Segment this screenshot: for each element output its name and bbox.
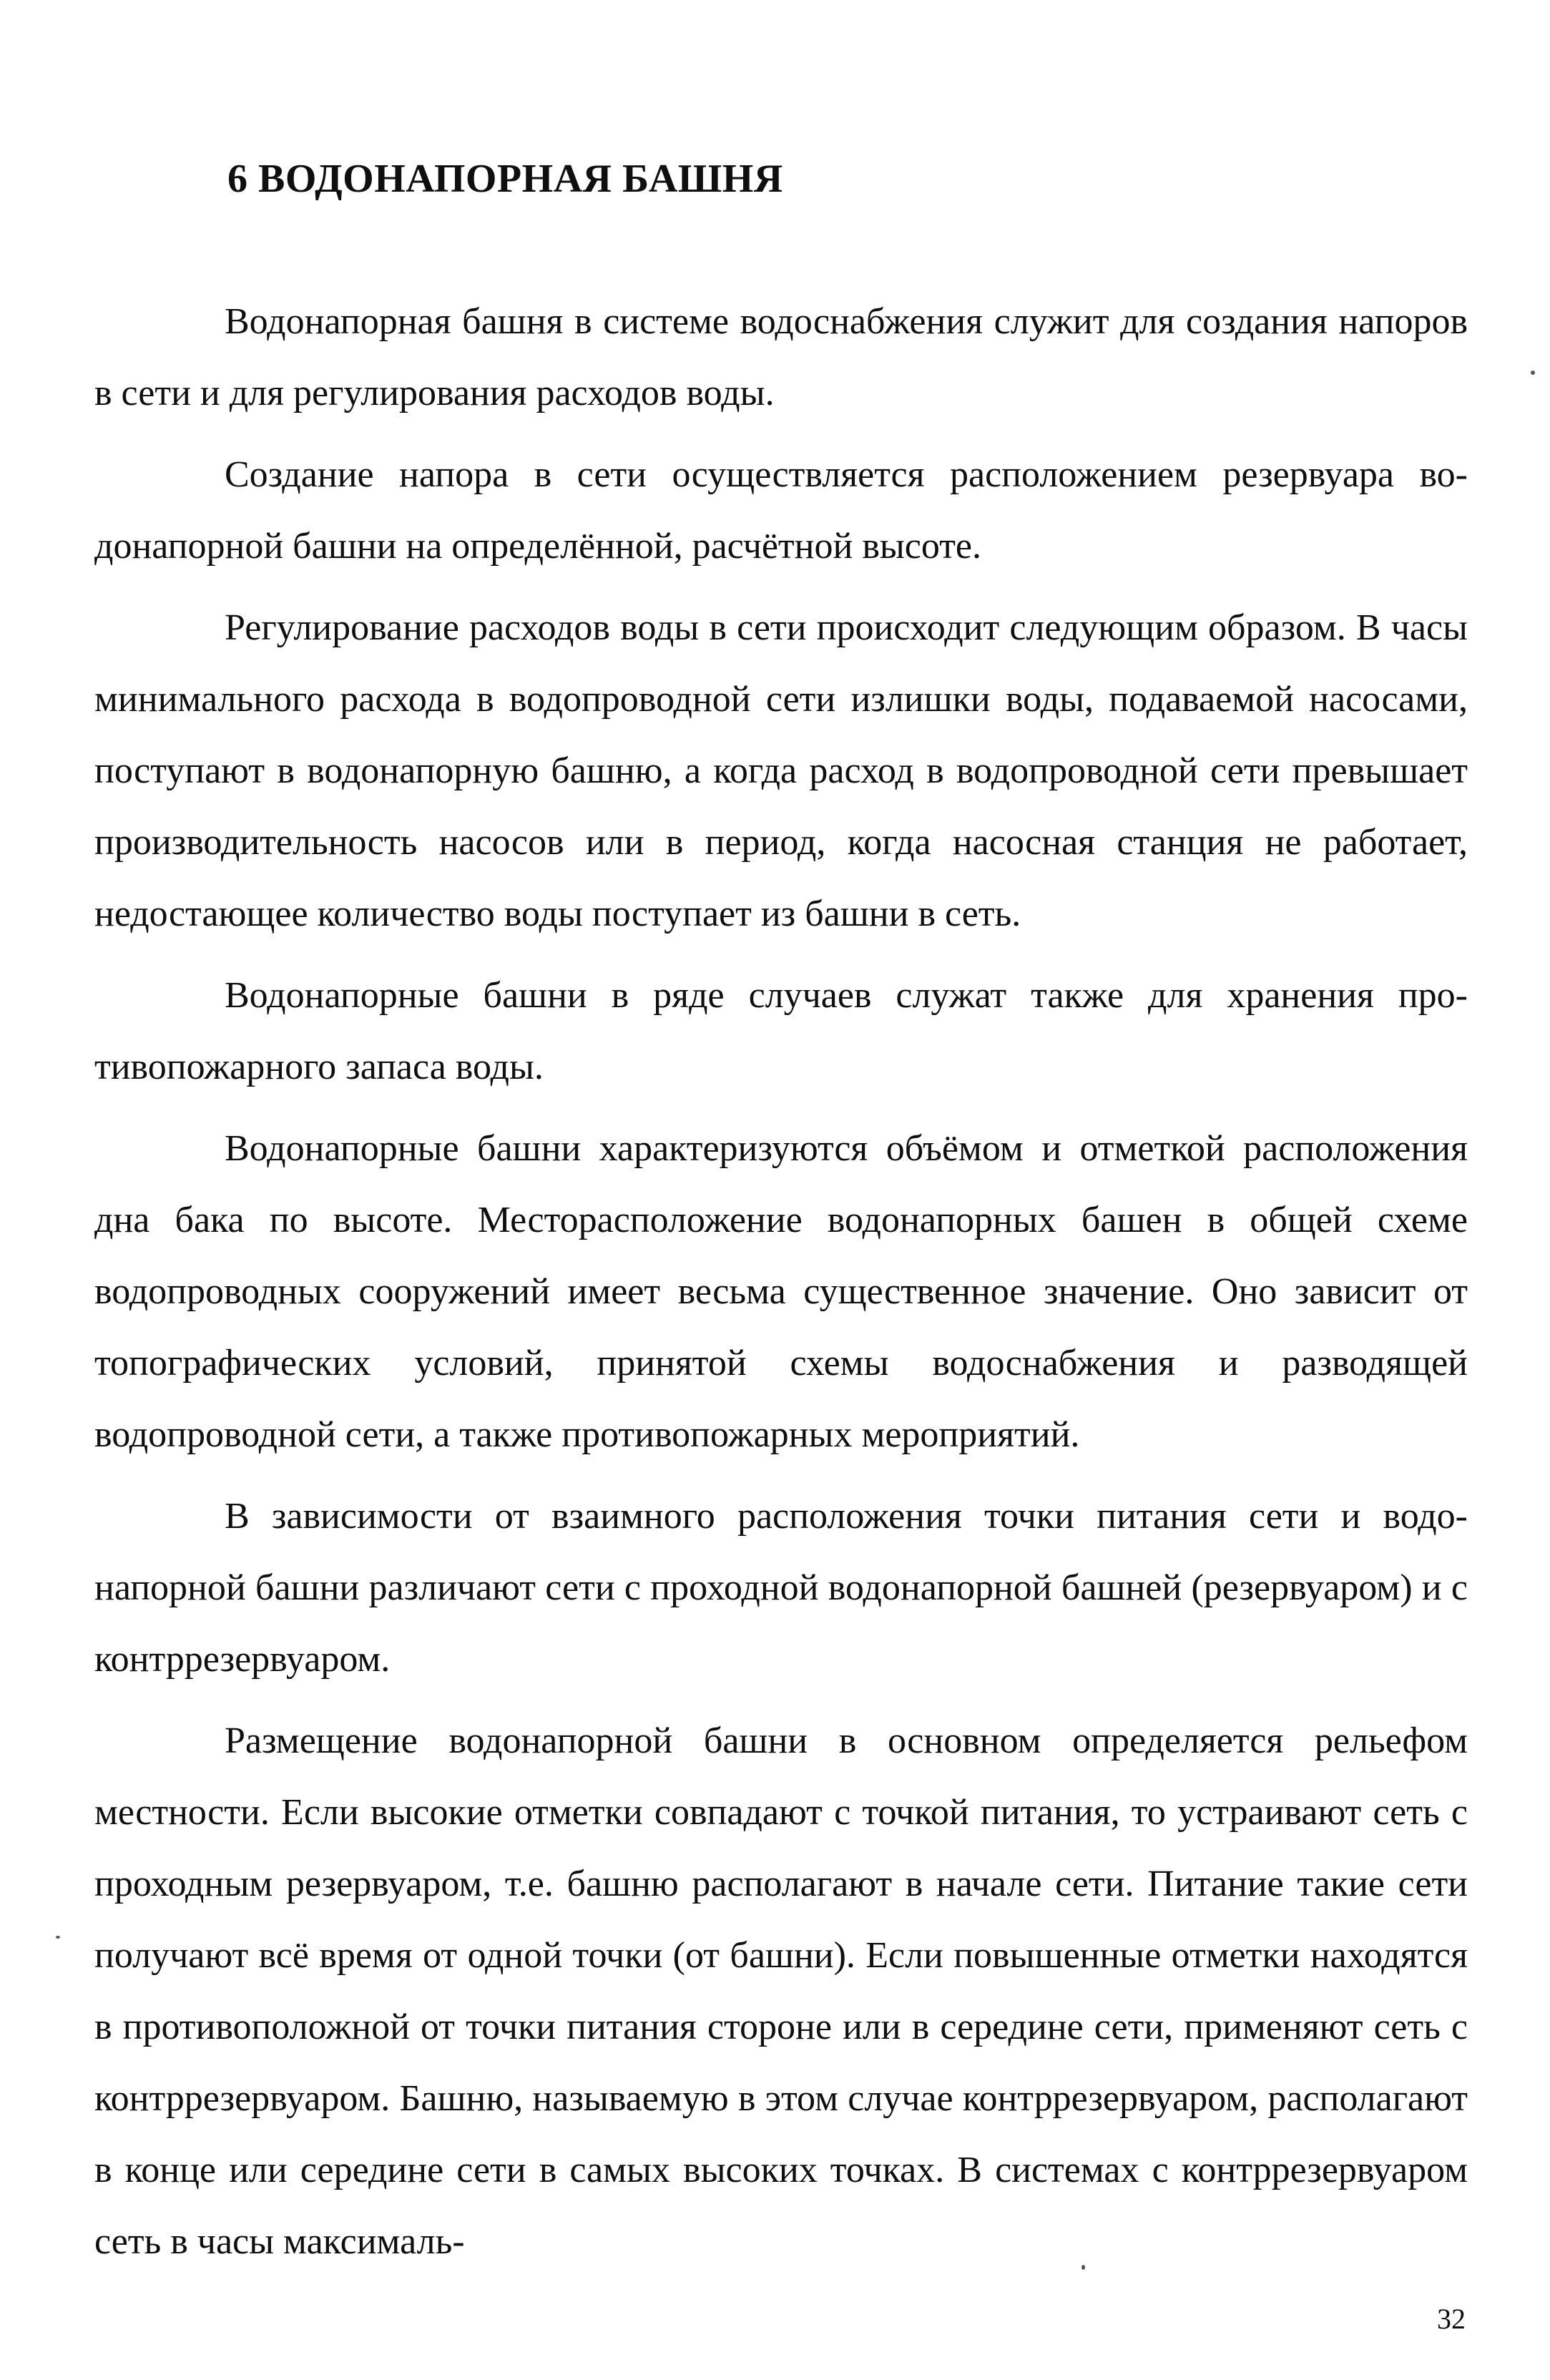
section-heading: 6 ВОДОНАПОРНАЯ БАШНЯ <box>227 157 783 201</box>
scan-speck <box>1531 371 1535 375</box>
paragraph-pressure: Создание напора в сети осуществляется расположением резервуара водонапорной башни на определённой, расчётной высоте. <box>94 454 1468 567</box>
scan-speck <box>1081 2265 1085 2270</box>
paragraph-regulation: Регулирование расходов воды в сети происходит следующим образом. В часы минимального расхода в водопроводной сети излишки воды, подаваемой насосами, поступают в водонапорную башню, а когда расход в водопроводной сети превышает производительность насосов или в период, когда насосная станция не работает, недостающее количество воды поступает из башни в сеть. <box>94 607 1468 934</box>
paragraph-purpose: Водонапорная башня в системе водоснабжения служит для создания напоров в сети и для регулирования расходов воды. <box>94 301 1468 413</box>
scan-speck <box>56 1936 60 1939</box>
paragraph-fire-reserve: Водонапорные башни в ряде случаев служат также для хранения противопожарного запаса воды. <box>94 975 1468 1087</box>
body-text <box>94 286 1468 2288</box>
paragraph-placement: Размещение водонапорной башни в основном определяется рельефом местности. Если высокие отметки совпадают с точкой питания, то устраивают сеть с проходным резервуаром, т.е. башню располагают в начале сети. Питание такие сети получают всё время от одной точки (от башни). Если повышенные отметки находятся в противоположной от точки питания стороне или в середине сети, применяют сеть с контррезервуаром. Башню, называемую в этом случае контррезервуаром, располагают в конце или середине сети в самых высоких точках. В системах с контррезервуаром сеть в часы максималь- <box>94 1720 1468 2262</box>
paragraph-characteristics: Водонапорные башни характеризуются объёмом и отметкой расположения дна бака по высоте. Месторасположение водонапорных башен в общей схеме водопроводных сооружений имеет весьма существенное значение. Оно зависит от топографических условий, принятой схемы водоснабжения и разводящей водопроводной сети, а также противопожарных мероприятий. <box>94 1128 1468 1455</box>
paragraph-network-types: В зависимости от взаимного расположения точки питания сети и водонапорной башни различают сети с проходной водонапорной башней (резервуаром) и с контррезервуаром. <box>94 1496 1468 1680</box>
page-number: 32 <box>1437 2303 1466 2335</box>
